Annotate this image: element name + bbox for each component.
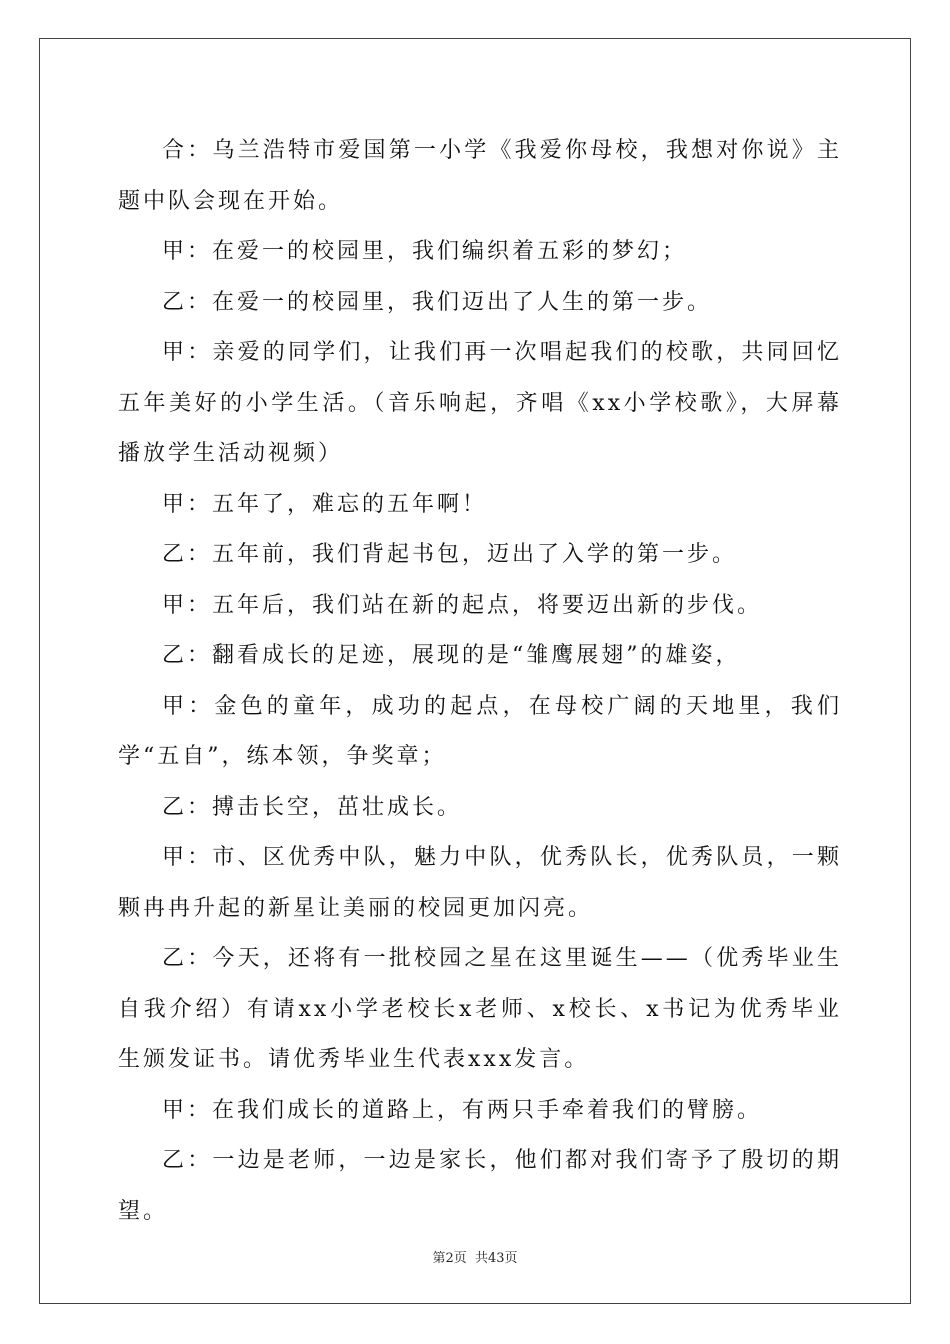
paragraph: 甲：亲爱的同学们，让我们再一次唱起我们的校歌，共同回忆五年美好的小学生活。（音乐响起，齐唱《xx小学校歌》，大屏幕播放学生活动视频） xyxy=(118,340,842,466)
paragraph: 乙：今天，还将有一批校园之星在这里诞生——（优秀毕业生自我介绍）有请xx小学老校长x老师、x校长、x书记为优秀毕业生颁发证书。请优秀毕业生代表xxx发言。 xyxy=(118,946,842,1072)
document-body xyxy=(118,126,842,1237)
page-total: 共43页 xyxy=(474,1251,518,1266)
page-number: 第2页 xyxy=(432,1251,467,1266)
paragraph: 乙：一边是老师，一边是家长，他们都对我们寄予了殷切的期望。 xyxy=(118,1148,842,1224)
paragraph: 乙：在爱一的校园里，我们迈出了人生的第一步。 xyxy=(162,289,713,315)
paragraph: 乙：五年前，我们背起书包，迈出了入学的第一步。 xyxy=(162,542,738,567)
paragraph: 合：乌兰浩特市爱国第一小学《我爱你母校，我想对你说》主题中队会现在开始。 xyxy=(118,138,842,214)
paragraph: 乙：搏击长空，茁壮成长。 xyxy=(162,794,463,820)
paragraph: 乙：翻看成长的足迹，展现的是“雏鹰展翅”的雄姿， xyxy=(162,643,741,668)
paragraph: 甲：五年了，难忘的五年啊！ xyxy=(162,491,488,517)
paragraph: 甲：在爱一的校园里，我们编织着五彩的梦幻； xyxy=(162,239,688,264)
page-footer xyxy=(0,1247,950,1266)
paragraph: 甲：在我们成长的道路上，有两只手牵着我们的臂膀。 xyxy=(162,1097,763,1123)
paragraph: 甲：金色的童年，成功的起点，在母校广阔的天地里，我们学“五自”，练本领，争奖章； xyxy=(118,693,842,769)
paragraph: 甲：五年后，我们站在新的起点，将要迈出新的步伐。 xyxy=(162,592,763,618)
paragraph: 甲：市、区优秀中队，魅力中队，优秀队长，优秀队员，一颗颗冉冉升起的新星让美丽的校园更加闪亮。 xyxy=(118,845,842,921)
